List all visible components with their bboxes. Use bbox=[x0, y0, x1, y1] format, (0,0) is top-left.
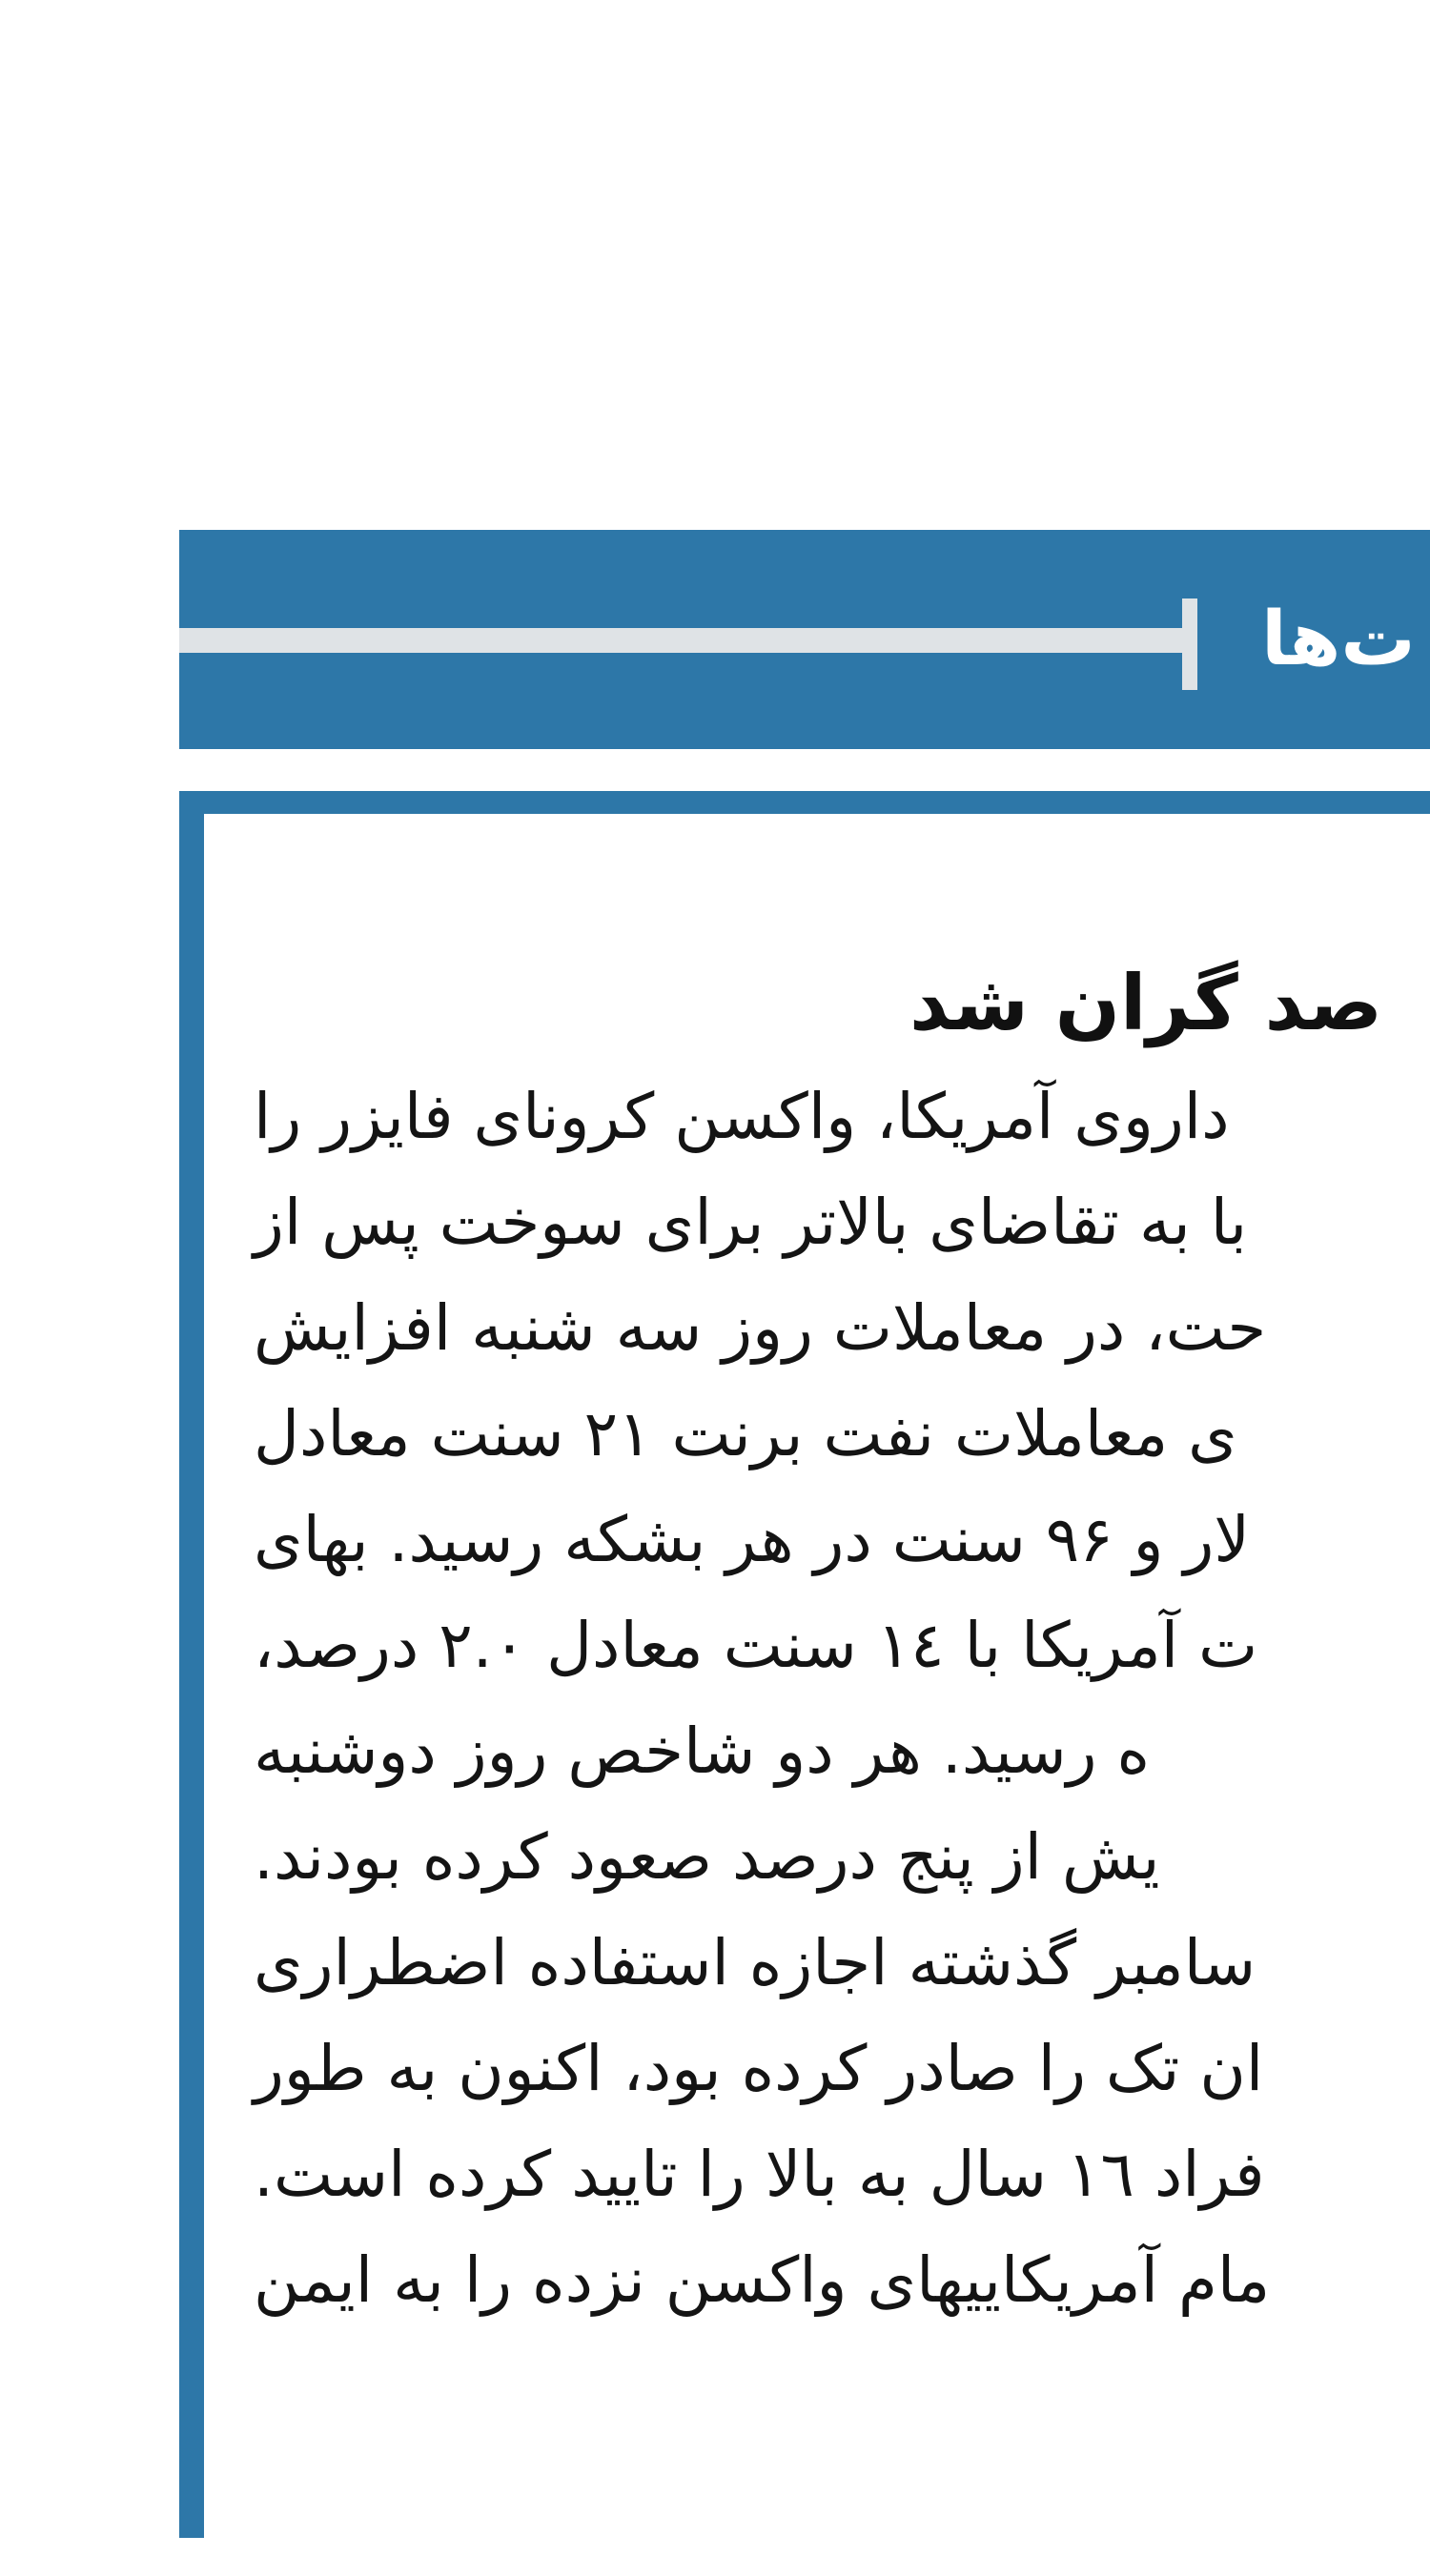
article-line: لار و ۹۶ سنت در هر بشکه رسید. بهای bbox=[254, 1503, 1250, 1576]
section-header bbox=[179, 530, 1430, 749]
article-content bbox=[204, 814, 1430, 2576]
article-headline: صد گران شد bbox=[909, 959, 1383, 1047]
article-body bbox=[254, 1064, 1430, 2333]
article-line: ان تک را صادر کرده بود، اکنون به طور bbox=[254, 2032, 1264, 2105]
header-rule-tick bbox=[1182, 598, 1197, 690]
article-line: با به تقاضای بالاتر برای سوخت پس از bbox=[254, 1186, 1248, 1259]
article-line: حت، در معاملات روز سه شنبه افزایش bbox=[254, 1291, 1267, 1365]
article-box bbox=[179, 791, 1430, 2538]
article-line: ی معاملات نفت برنت ۲۱ سنت معادل bbox=[254, 1397, 1237, 1471]
article-line: ت آمریکا با ۱٤ سنت معادل ۲.۰ درصد، bbox=[254, 1609, 1258, 1682]
article-line: یش از پنج درصد صعود کرده بودند. bbox=[254, 1820, 1160, 1894]
article-line: مام آمریکاییهای واکسن نزده را به ایمن bbox=[254, 2243, 1271, 2317]
article-line: فراد ۱٦ سال به بالا را تایید کرده است. bbox=[254, 2138, 1265, 2211]
article-line: داروی آمریکا، واکسن کرونای فایزر را bbox=[254, 1080, 1230, 1153]
article-line: سامبر گذشته اجازه استفاده اضطراری bbox=[254, 1926, 1256, 1999]
article-line: ه رسید. هر دو شاخص روز دوشنبه bbox=[254, 1714, 1151, 1788]
header-rule bbox=[179, 628, 1190, 653]
section-title: ت‌ها bbox=[1261, 597, 1416, 682]
